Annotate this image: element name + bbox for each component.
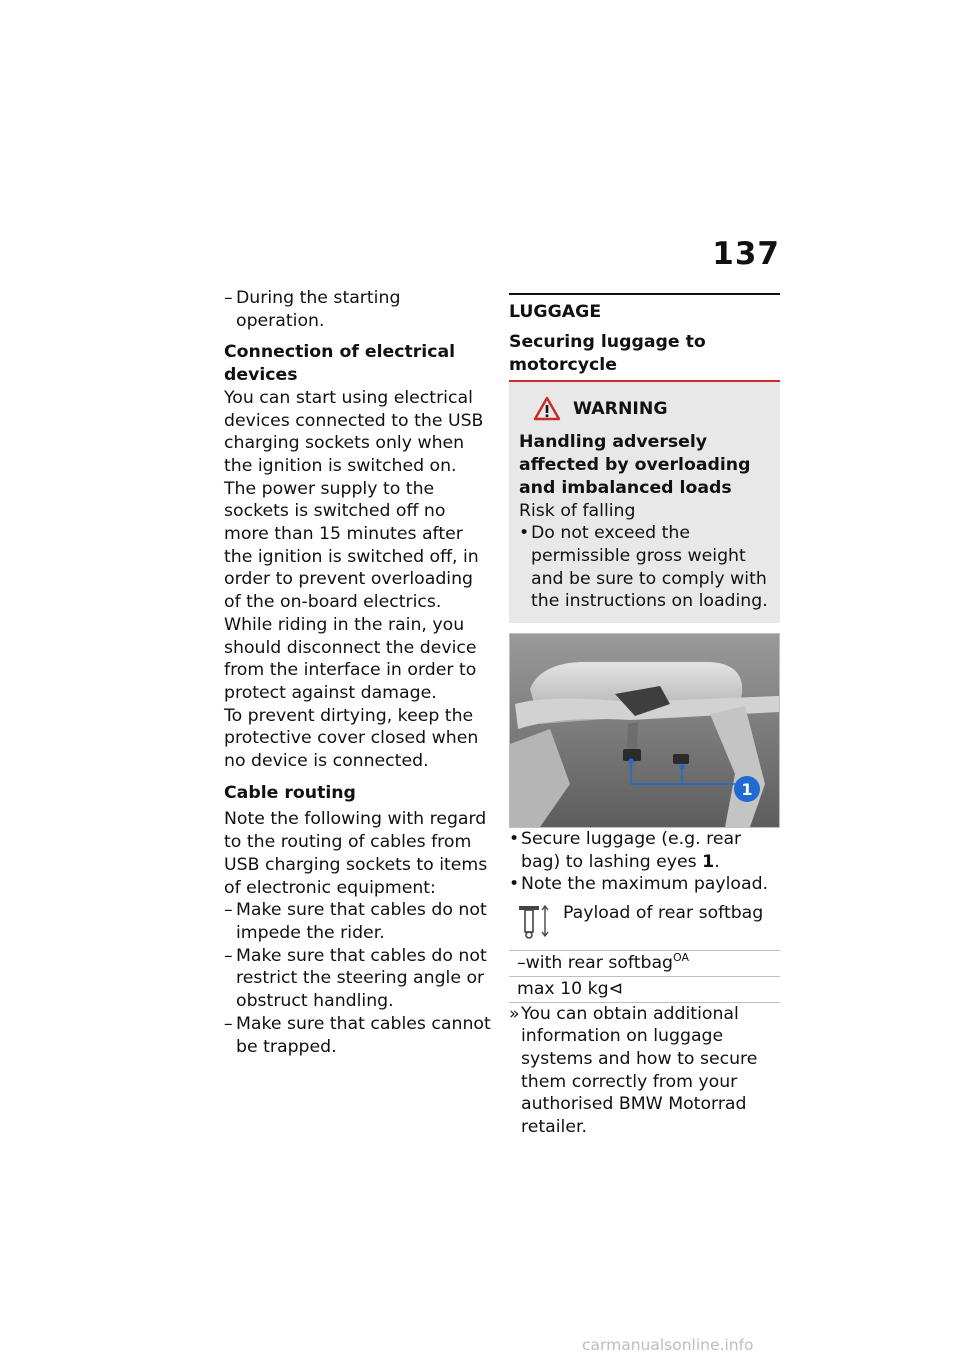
left-column <box>224 287 494 1058</box>
cable-item-text: Make sure that cables cannot be trapped. <box>236 1013 491 1057</box>
connection-paragraph-1: You can start using electrical devices connected to the USB charging sockets only when the ignition is switched on. The power supply to the sockets is switched off no more than 15 minutes after the ignition is switched off, in order to prevent overloading of the on-board electrics. <box>224 387 484 613</box>
motorcycle-rear-illustration <box>510 634 779 827</box>
payload-spec-table <box>509 898 780 1002</box>
bullet-marker: • <box>519 523 530 544</box>
figure-callout-1: 1 <box>741 780 753 800</box>
warning-triangle-icon <box>533 396 561 421</box>
connection-paragraph-3: To prevent dirtying, keep the protective cover closed when no device is connected. <box>224 705 479 772</box>
dash-marker: – <box>224 1013 233 1034</box>
luggage-figure <box>509 633 780 828</box>
payload-spec-heading: Payload of rear softbag <box>563 903 764 924</box>
cable-item <box>224 945 494 1013</box>
subsection-title: Securing luggage to motorcycle <box>509 332 706 375</box>
watermark: carmanualsonline.info <box>582 1336 754 1354</box>
section-rule <box>509 293 780 295</box>
result-text: You can obtain additional information on luggage systems and how to secure them correctly from your authorised BMW Motorrad retailer. <box>521 1003 758 1138</box>
bullet-marker: • <box>509 874 520 895</box>
page-number: 137 <box>712 236 780 272</box>
payload-condition-text: –with rear softbag <box>517 953 674 974</box>
payload-condition-sup: OA <box>673 951 690 965</box>
cable-routing-intro: Note the following with regard to the routing of cables from USB charging sockets to items of electronic equipment: <box>224 809 488 898</box>
step-item <box>509 828 780 873</box>
step-text: Note the maximum payload. <box>521 874 769 895</box>
step-reference: 1 <box>702 851 715 872</box>
weight-scale-icon <box>517 902 551 940</box>
starting-item-text: During the starting operation. <box>236 288 401 331</box>
dash-marker: – <box>224 945 233 966</box>
warning-label: WARNING <box>573 398 668 419</box>
cable-item-text: Make sure that cables do not restrict the steering angle or obstruct handling. <box>236 945 487 1012</box>
right-column <box>509 293 780 1139</box>
payload-value-mark: ⊲ <box>608 978 624 999</box>
step-item <box>509 873 780 896</box>
warning-header <box>519 396 770 421</box>
cable-routing-heading: Cable routing <box>224 782 356 803</box>
step-end: . <box>714 851 720 872</box>
warning-heading: Handling adversely affected by overloading and imbalanced loads <box>519 432 751 498</box>
warning-risk: Risk of falling <box>519 500 636 521</box>
payload-value-text: max 10 kg <box>517 978 609 999</box>
section-title: LUGGAGE <box>509 302 602 322</box>
payload-spec-condition <box>509 951 780 977</box>
cable-item-text: Make sure that cables do not impede the rider. <box>236 900 487 943</box>
dash-marker: – <box>224 288 233 308</box>
warning-bullet-text: Do not exceed the permissible gross weight and be sure to comply with the instructions on loading. <box>531 523 768 612</box>
result-marker: » <box>509 1003 520 1024</box>
payload-spec-value <box>509 976 780 1002</box>
connection-heading: Connection of electrical devices <box>224 342 456 386</box>
bullet-marker: • <box>509 829 520 850</box>
warning-box <box>509 382 780 623</box>
cable-item <box>224 899 494 944</box>
starting-item <box>224 287 494 332</box>
result-item <box>509 1003 780 1139</box>
connection-paragraph-2: While riding in the rain, you should disconnect the device from the interface in order to protect against damage. <box>224 614 477 703</box>
warning-bullet <box>519 522 770 613</box>
cable-item <box>224 1013 494 1058</box>
dash-marker: – <box>224 900 233 921</box>
step-text: Secure luggage (e.g. rear bag) to lashing eyes <box>521 829 742 872</box>
